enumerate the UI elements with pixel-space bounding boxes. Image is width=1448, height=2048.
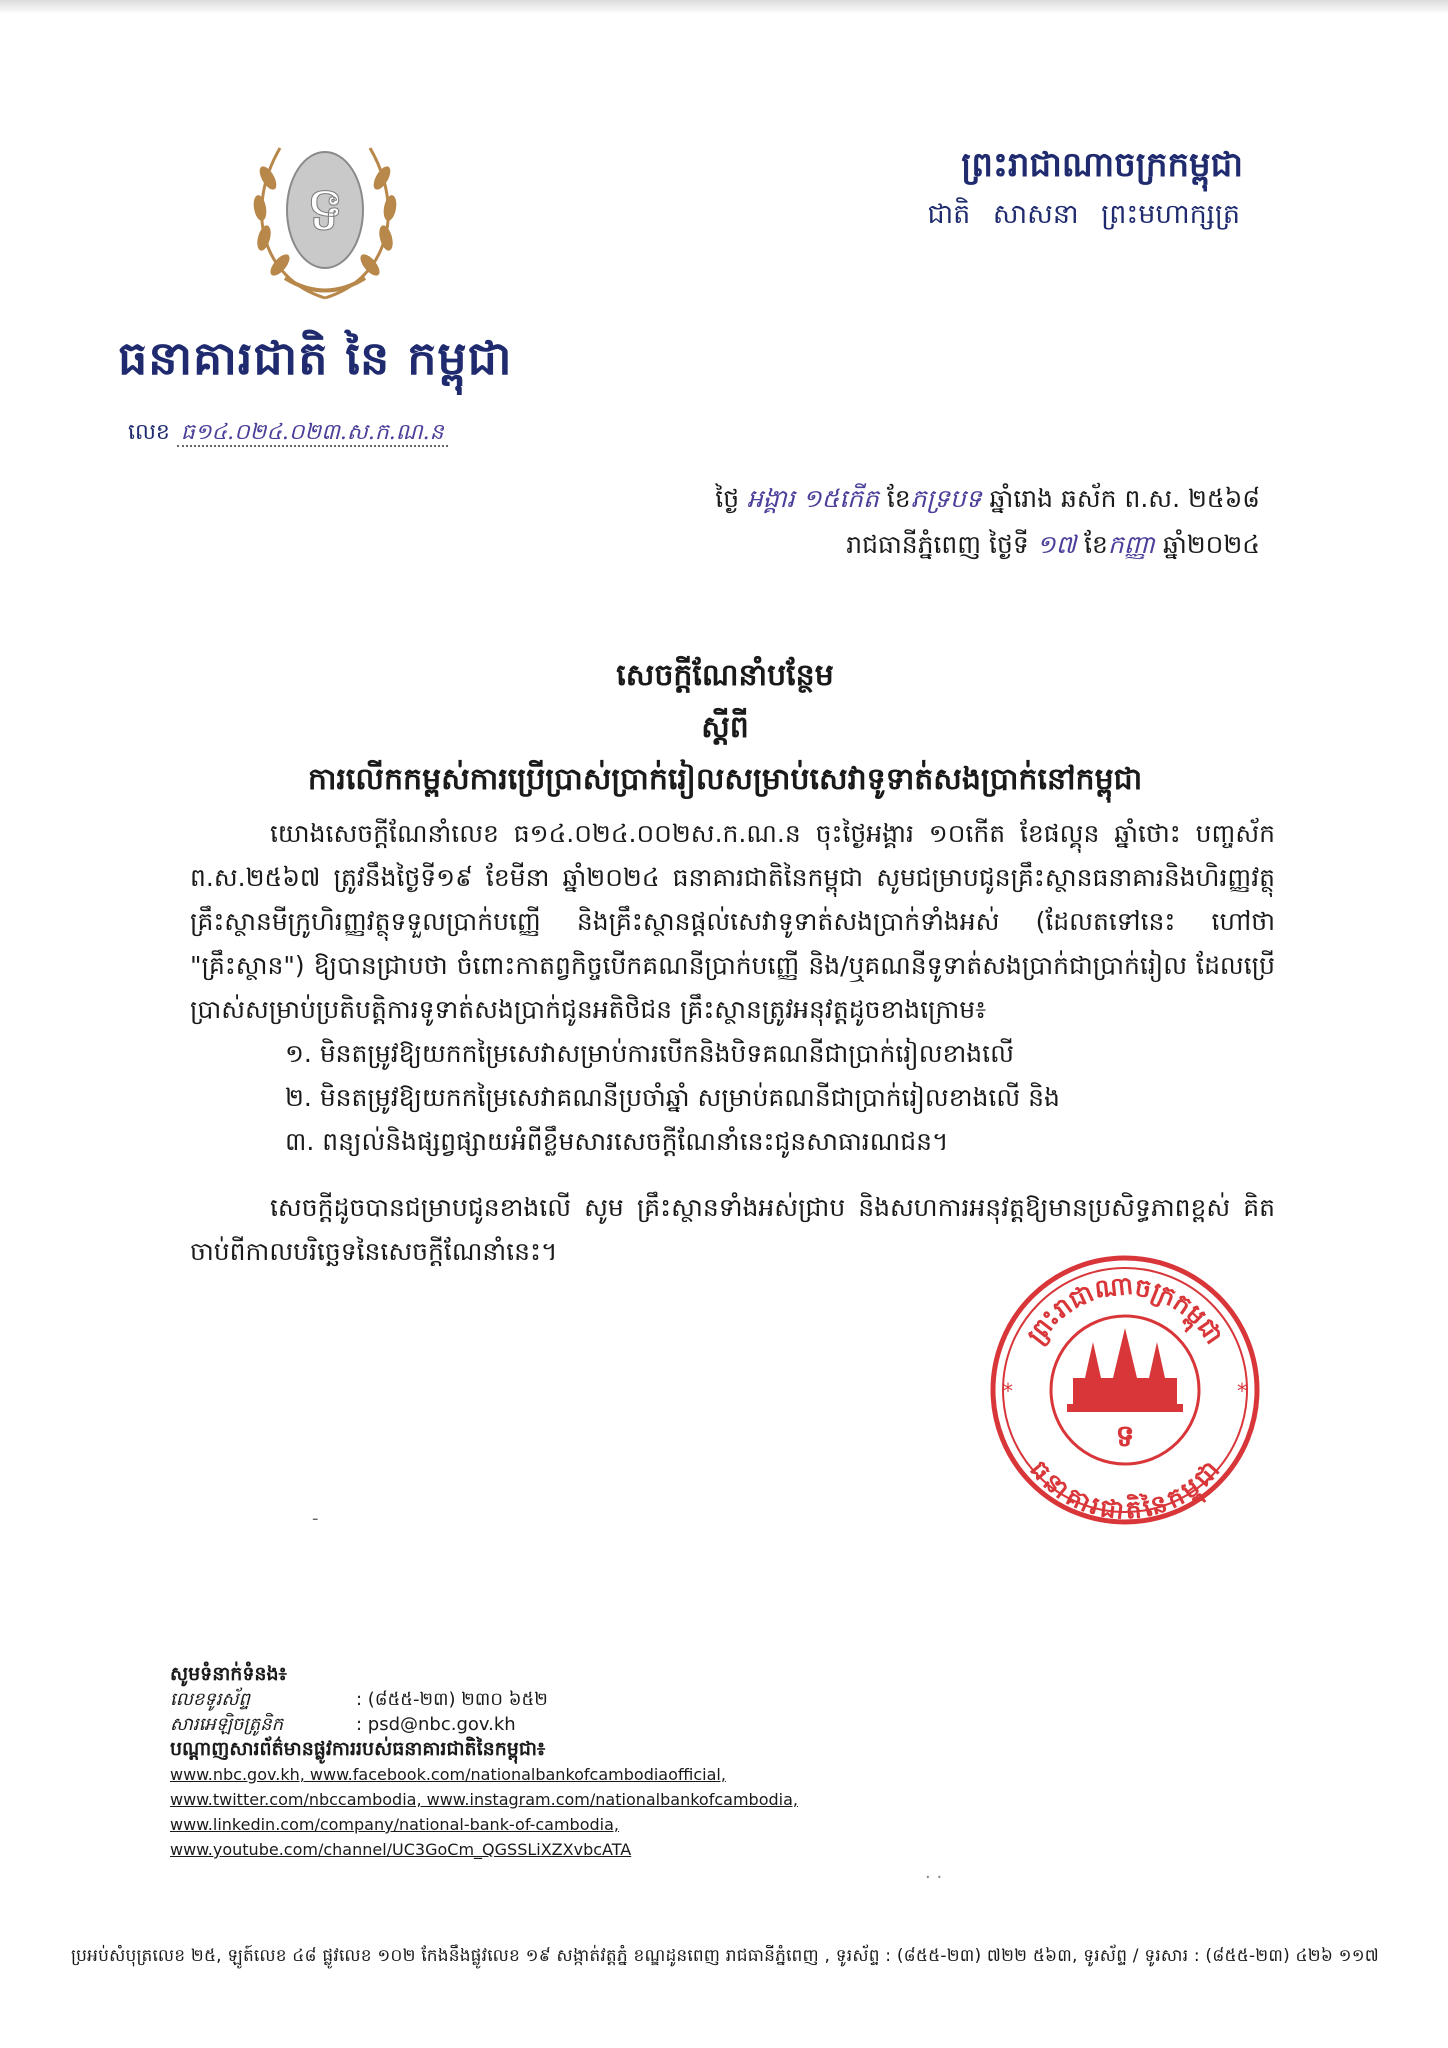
solar-date-line: រាជធានីភ្នំពេញ ថ្ងៃទី ១៧ ខែកញ្ញា ឆ្នាំ២០២៤ xyxy=(846,530,1260,559)
solar-year: ឆ្នាំ២០២៤ xyxy=(1162,530,1260,559)
footer-address: ប្រអប់សំបុត្រលេខ ២៥, ឡូត៍លេខ ៤៨ ផ្លូវលេខ ១០២ កែងនឹងផ្លូវលេខ ១៩ សង្កាត់វត្តភ្នំ ខណ្ឌដូនពេញ រាជធានីភ្នំពេញ , ទូរស័ព្ទ : (៨៥៥-២៣) ៧២២ ៥៦៣, ទូរស័ព្ទ / ទូរសារ : (៨៥៥-២៣) ៤២៦ ១១៧ xyxy=(71,1946,1379,1966)
social-links-line[interactable]: www.youtube.com/channel/UC3GoCm_QGSSLiXZXvbcATA xyxy=(170,1840,632,1859)
reference-number-line xyxy=(128,418,448,450)
stray-mark: - xyxy=(312,1508,319,1529)
lunar-year: ឆ្នាំរោង ឆស័ក ព.ស. ២៥៦៨ xyxy=(989,484,1260,513)
svg-text:*: * xyxy=(1237,1379,1247,1403)
social-heading: បណ្តាញសារព័ត៌មានផ្លូវការរបស់ធនាគារជាតិនៃកម្ពុជា៖ xyxy=(170,1738,546,1760)
official-red-seal xyxy=(985,1250,1265,1530)
angkor-wat-icon xyxy=(1067,1328,1183,1412)
phone-row xyxy=(170,1687,950,1712)
social-links-line[interactable]: www.nbc.gov.kh, www.facebook.com/nationalbankofcambodiaofficial, xyxy=(170,1765,726,1784)
lunar-day: អង្គារ ១៥កើត xyxy=(747,484,879,513)
solar-month: កញ្ញា xyxy=(1107,530,1155,559)
solar-day: ១៧ xyxy=(1036,530,1077,559)
list-item: ៣. ពន្យល់និងផ្សព្វផ្សាយអំពីខ្លឹមសារសេចក្តីណែនាំនេះជូនសាធារណជន។ xyxy=(285,1127,949,1156)
national-motto: ជាតិ សាសនា ព្រះមហាក្សត្រ xyxy=(927,199,1240,230)
list-item: ២. មិនតម្រូវឱ្យយកកម្រៃសេវាគណនីប្រចាំឆ្នាំ សម្រាប់គណនីជាប្រាក់រៀលខាងលើ និង xyxy=(285,1083,1060,1112)
title-line-3: ការលើកកម្ពស់ការប្រើប្រាស់ប្រាក់រៀលសម្រាប់សេវាទូទាត់សងប្រាក់នៅកម្ពុជា xyxy=(307,762,1143,797)
social-links-line[interactable]: www.linkedin.com/company/national-bank-of-cambodia, xyxy=(170,1815,619,1834)
email-label: សារអេឡិចត្រូនិក xyxy=(170,1714,284,1735)
phone-value: : (៨៥៥-២៣) ២៣០ ៦៥២ xyxy=(356,1689,548,1710)
kingdom-heading: ព្រះរាជាណាចក្រកម្ពុជា xyxy=(961,145,1243,185)
seal-bottom-text: ធនាគារជាតិនៃកម្ពុជា xyxy=(1024,1455,1226,1525)
title-line-1: សេចក្តីណែនាំបន្ថែម xyxy=(616,658,834,693)
svg-text:ទ: ទ xyxy=(1115,1419,1135,1454)
lunar-date-line: ថ្ងៃ អង្គារ ១៥កើត ខែភទ្របទ ឆ្នាំរោង ឆស័ក ព.ស. ២៥៦៨ xyxy=(715,484,1260,513)
stray-dots: . . xyxy=(925,1862,943,1883)
contact-heading: សូមទំនាក់ទំនង៖ xyxy=(170,1663,287,1685)
bank-name: ធនាគារជាតិ នៃ កម្ពុជា xyxy=(118,331,513,385)
social-links-line[interactable]: www.twitter.com/nbccambodia, www.instagram.com/nationalbankofcambodia, xyxy=(170,1790,798,1809)
reference-label: លេខ xyxy=(128,420,170,445)
email-value[interactable]: : psd@nbc.gov.kh xyxy=(356,1714,516,1735)
phone-label: លេខទូរស័ព្ទ xyxy=(170,1689,250,1710)
nbc-emblem-logo xyxy=(240,128,410,308)
requirement-list xyxy=(190,1032,1275,1164)
document-body xyxy=(190,812,1275,1274)
lunar-month: ភទ្របទ xyxy=(910,484,982,513)
page-shadow-edge xyxy=(0,0,1448,14)
list-item: ១. មិនតម្រូវឱ្យយកកម្រៃសេវាសម្រាប់ការបើកនិងបិទគណនីជាប្រាក់រៀលខាងលើ xyxy=(285,1039,1014,1068)
closing-paragraph: សេចក្តីដូចបានជម្រាបជូនខាងលើ សូម គ្រឹះស្ថានទាំងអស់ជ្រាប និងសហការអនុវត្តឱ្យមានប្រសិទ្ធភាពខ្ពស់ គិតចាប់ពីកាលបរិច្ឆេទនៃសេចក្តីណែនាំនេះ។ xyxy=(190,1193,1275,1266)
document-title xyxy=(180,650,1270,806)
svg-text:ទ: ទ xyxy=(305,172,345,245)
contact-block xyxy=(170,1662,950,1862)
seal-top-text: ព្រះរាជាណាចក្រកម្ពុជា xyxy=(1021,1270,1229,1350)
intro-paragraph: យោងសេចក្តីណែនាំលេខ ធ១៤.០២៤.០០២ស.ក.ណ.ន ចុះថ្ងៃអង្គារ ១០កើត ខែផល្គុន ឆ្នាំថោះ បញ្ចស័ក ព.ស.២៥៦៧ ត្រូវនឹងថ្ងៃទី១៩ ខែមីនា ឆ្នាំ២០២៤ ធនាគារជាតិនៃកម្ពុជា សូមជម្រាបជូនគ្រឹះស្ថានធនាគារនិងហិរញ្ញវត្ថុ គ្រឹះស្ថានមីក្រូហិរញ្ញវត្ថុទទួលប្រាក់បញ្ញើ និងគ្រឹះស្ថានផ្តល់សេវាទូទាត់សងប្រាក់ទាំងអស់ (ដែលតទៅនេះ ហៅថា "គ្រឹះស្ថាន") ឱ្យបានជ្រាបថា ចំពោះកាតព្វកិច្ចបើកគណនីប្រាក់បញ្ញើ និង/ឬគណនីទូទាត់សងប្រាក់ជាប្រាក់រៀល ដែលប្រើប្រាស់សម្រាប់ប្រតិបត្តិការទូទាត់សងប្រាក់ជូនអតិថិជន គ្រឹះស្ថានត្រូវអនុវត្តដូចខាងក្រោម៖ xyxy=(190,819,1275,1024)
date-block xyxy=(570,476,1260,568)
email-row xyxy=(170,1712,950,1737)
reference-number: ធ១៤.០២៤.០២៣.ស.ក.ណ.ន xyxy=(177,420,448,447)
title-line-2: ស្តីពី xyxy=(701,710,749,745)
svg-text:*: * xyxy=(1003,1379,1013,1403)
